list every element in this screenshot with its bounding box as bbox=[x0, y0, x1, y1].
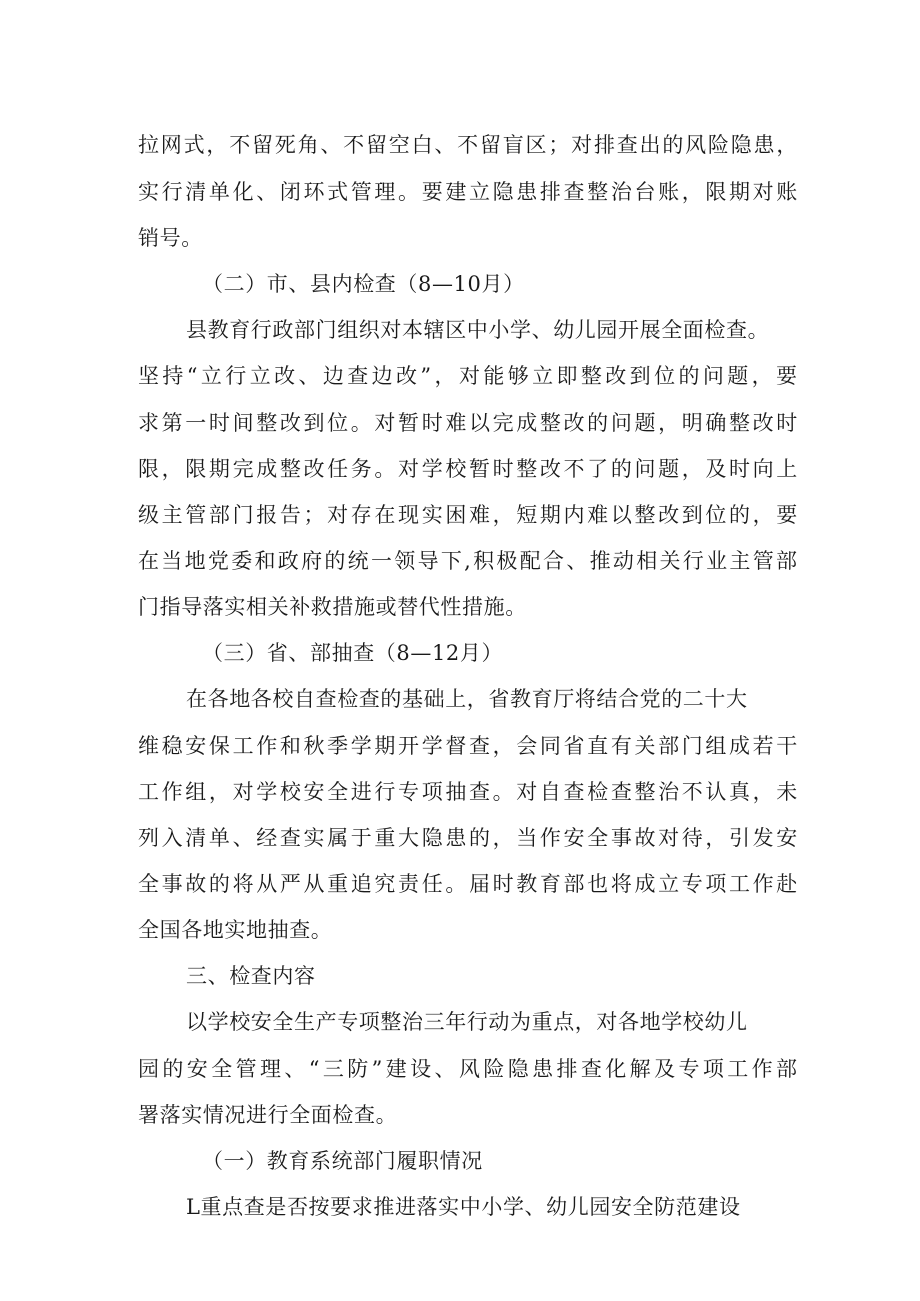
paragraph-line: 署落实情况进行全面检查。 bbox=[138, 1103, 398, 1127]
paragraph-line: 销号。 bbox=[138, 226, 203, 250]
paragraph-line: 园 的 安 全 管 理 、 “ 三 防 ” 建 设 、 风 险 隐 患 排 查 化 解 及 专 项 工 作 部 bbox=[138, 1057, 798, 1081]
section-heading: （二）市、县内检查（8—10月） bbox=[202, 272, 525, 296]
paragraph-line: 维 稳 安 保 工 作 和 秋 季 学 期 开 学 督 查 ， 会 同 省 直 有 关 部 门 组 成 若 干 bbox=[138, 734, 798, 758]
paragraph-line: 工 作 组 ， 对 学 校 安 全 进 行 专 项 抽 查 。 对 自 查 检 查 整 治 不 认 真 ， 未 bbox=[138, 780, 798, 804]
paragraph-line: 门指导落实相关补救措施或替代性措施。 bbox=[138, 595, 527, 619]
paragraph-line: 级 主 管 部 门 报 告 ； 对 存 在 现 实 困 难 ， 短 期 内 难 以 整 改 到 位 的 ， 要 bbox=[138, 503, 798, 527]
section-heading: （一）教育系统部门履职情况 bbox=[202, 1149, 483, 1173]
paragraph-line: L重点查是否按要求推进落实中小学、幼儿园安全防范建设 bbox=[186, 1195, 741, 1219]
section-heading: （三）省、部抽查（8—12月） bbox=[202, 641, 504, 665]
paragraph-line: 全 事 故 的 将 从 严 从 重 追 究 责 任 。 届 时 教 育 部 也 将 成 立 专 项 工 作 赴 bbox=[138, 872, 798, 896]
paragraph-line: 求 第 一 时 间 整 改 到 位 。 对 暂 时 难 以 完 成 整 改 的 问 题 ， 明 确 整 改 时 bbox=[138, 411, 798, 435]
paragraph-line: 列 入 清 单 、 经 查 实 属 于 重 大 隐 患 的 ， 当 作 安 全 事 故 对 待 ， 引 发 安 bbox=[138, 826, 798, 850]
paragraph-line: 县教育行政部门组织对本辖区中小学、幼儿园开展全面检查。 bbox=[186, 318, 770, 342]
paragraph-line: 在 当 地 党 委 和 政 府 的 统 一 领 导 下 , 积 极 配 合 、 推 动 相 关 行 业 主 管 部 bbox=[138, 549, 798, 573]
paragraph-line: 拉 网 式 ， 不 留 死 角 、 不 留 空 白 、 不 留 盲 区 ； 对 排 查 出 的 风 险 隐 患 ， bbox=[138, 133, 798, 157]
paragraph-line: 实 行 清 单 化 、 闭 环 式 管 理 。 要 建 立 隐 患 排 查 整 治 台 账 ， 限 期 对 账 bbox=[138, 180, 798, 204]
paragraph-line: 全国各地实地抽查。 bbox=[138, 918, 333, 942]
paragraph-line: 坚 持 “ 立 行 立 改 、 边 查 边 改 ” ， 对 能 够 立 即 整 改 到 位 的 问 题 ， 要 bbox=[138, 364, 798, 388]
paragraph-line: 以学校安全生产专项整治三年行动为重点，对各地学校幼儿 bbox=[186, 1010, 748, 1034]
paragraph-line: 限 ， 限 期 完 成 整 改 任 务 。 对 学 校 暂 时 整 改 不 了 的 问 题 ， 及 时 向 上 bbox=[138, 457, 798, 481]
section-heading: 三、检查内容 bbox=[186, 964, 316, 988]
paragraph-line: 在各地各校自查检查的基础上，省教育厅将结合党的二十大 bbox=[186, 687, 748, 711]
